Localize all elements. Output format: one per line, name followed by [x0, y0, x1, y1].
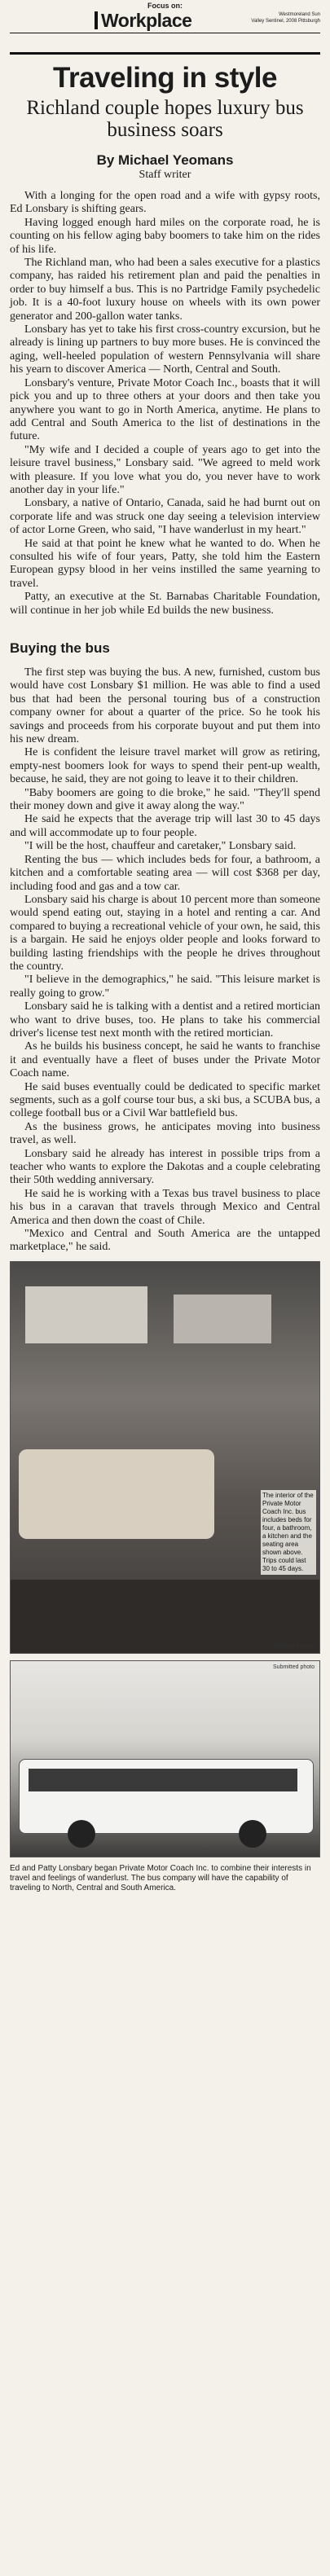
publication-info	[247, 11, 320, 24]
article-paragraph: Lonsbary, a native of Ontario, Canada, said he had burnt out on corporate life and was struck one day seeing a television interview of actor Lorne Green, who said, "I have wanderlust in my heart."	[10, 497, 320, 537]
pub-info-line: Westmoreland Sun	[279, 12, 320, 17]
floor-shape	[11, 1580, 319, 1653]
article-paragraph: Having logged enough hard miles on the corporate road, he is counting on his fellow aging baby boomers to take him on the rides of his life.	[10, 216, 320, 256]
bus-wheel-shape	[68, 1820, 95, 1848]
headline: Traveling in style	[53, 62, 277, 94]
article-paragraph: Lonsbary said his charge is about 10 percent more than someone would spend eating out, staying in a hotel and renting a car. And compared to buying a recreational vehicle of your own, he said, this is a bargain. He said he enjoys older people and looks forward to building lasting friendships with the people he drives throughout the country.	[10, 893, 320, 973]
article-paragraph: As he builds his business concept, he said he wants to franchise it and eventually have a fleet of buses under the Private Motor Coach name.	[10, 1040, 320, 1080]
subhead: Buying the bus	[10, 640, 110, 656]
article-paragraph: "Baby boomers are going to die broke," he said. "They'll spend their money down and give it away along the way."	[10, 786, 320, 813]
article-paragraph: Lonsbary said he is talking with a dentist and a retired mortician who want to drive buses, too. He plans to take his commercial driver's license test next month with the retired mortician.	[10, 1000, 320, 1040]
photo-credit: Submitted photo	[273, 1664, 315, 1670]
photo-credit: Submitted photo	[273, 1643, 315, 1650]
article-paragraph: Lonsbary has yet to take his first cross-country excursion, but he already is lining up partners to buy more buses. He is convinced the aging, well-heeled population of western Pennsylvania will share his yearn to discover America — North, Central and South.	[10, 323, 320, 376]
article-paragraph: He said at that point he knew what he wanted to do. When he consulted his wife of four years, Patty, she told him the Eastern European gypsy blood in her veins instilled the same yearning to travel.	[10, 537, 320, 590]
article-paragraph: Lonsbary's venture, Private Motor Coach Inc., boasts that it will pick you and up to three others at your doors and then take you anywhere you want to go in North America, anytime. He plans to add Central and South America to the list of destinations in the future.	[10, 376, 320, 443]
article-paragraph: Lonsbary said he already has interest in possible trips from a teacher who wants to explore the Dakotas and a couple celebrating their 50th wedding anniversary.	[10, 1147, 320, 1187]
section-name: Workplace	[101, 10, 192, 31]
article-paragraph: The Richland man, who had been a sales executive for a plastics company, has raided his retirement plan and paid the penalties in order to buy himself a bus. This is no Partridge Family psychedelic job. It is a 40-foot luxury house on wheels with its own power generator and 200-gallon water tanks.	[10, 257, 320, 323]
bus-exterior-photo	[10, 1660, 320, 1857]
masthead	[10, 0, 320, 55]
article-paragraph: "I believe in the demographics," he said. "This leisure market is really going to grow."	[10, 974, 320, 1000]
byline-name: By Michael Yeomans	[96, 152, 234, 168]
article-paragraph: He said buses eventually could be dedicated to specific market segments, such as a golf course tour bus, a ski bus, a SCUBA bus, a college football bus or a Civil War battlefield bus.	[10, 1080, 320, 1120]
window-shape	[174, 1295, 271, 1343]
article-paragraph: With a longing for the open road and a wife with gypsy roots, Ed Lonsbary is shifting gears.	[10, 190, 320, 216]
article-paragraph: He said he is working with a Texas bus travel business to place his bus in a caravan that travels through Mexico and Central America and then down the coast of Chile.	[10, 1187, 320, 1227]
article-paragraph: "Mexico and Central and South America are the untapped marketplace," he said.	[10, 1228, 320, 1254]
couch-shape	[19, 1449, 214, 1539]
focus-label: Focus on:	[147, 2, 183, 10]
article-body-part1	[10, 190, 320, 618]
article-paragraph: Patty, an executive at the St. Barnabas Charitable Foundation, will continue in her job while Ed builds the new business.	[10, 591, 320, 617]
article-paragraph: "My wife and I decided a couple of years ago to get into the leisure travel business," Lonsbary said. "We agreed to meld work with pleasure. If you love what you do, you never have to work another day in your life."	[10, 443, 320, 496]
article-paragraph: As the business grows, he anticipates moving into business travel, as well.	[10, 1120, 320, 1147]
section-bar	[95, 11, 98, 29]
bus-interior-photo	[10, 1261, 320, 1654]
article-paragraph: He is confident the leisure travel market will grow as retiring, empty-nest boomers look for ways to spend their pent-up wealth, because, he said, they are not going to leave it to their children.	[10, 746, 320, 786]
window-shape	[25, 1286, 147, 1343]
byline-title: Staff writer	[139, 169, 191, 181]
article-paragraph: "I will be the host, chauffeur and caretaker," Lonsbary said.	[24, 840, 297, 853]
article-paragraph: The first step was buying the bus. A new, furnished, custom bus would have cost Lonsbary $1 million. He was able to find a used bus that had been the personal touring bus of a construction company owner for about a quarter of the price. So he took his savings and proceeds from his corporate buyout and put them into his new dream.	[10, 666, 320, 746]
deck: Richland couple hopes luxury bus business soars	[26, 97, 304, 141]
bus-windows-shape	[29, 1769, 297, 1791]
bus-wheel-shape	[239, 1820, 266, 1848]
article-paragraph: Renting the bus — which includes beds for four, a bathroom, a kitchen and a comfortable seating area — will cost $368 per day, including food and gas and a tow car.	[10, 853, 320, 893]
photo-side-caption: The interior of the Private Motor Coach Inc. bus includes beds for four, a bathroom, a kitchen and the seating area shown above. Trips could last 30 to 45 days.	[261, 1490, 316, 1575]
photo-caption: Ed and Patty Lonsbary began Private Motor Coach Inc. to combine their interests in travel and feelings of wanderlust. The bus company will have the capability of traveling to North, Central and South America.	[10, 1863, 311, 1892]
article-body-part2	[10, 666, 320, 1255]
pub-info-line: Valley Sentinel, 2008 Pittsburgh	[251, 19, 320, 24]
article-paragraph: He said he expects that the average trip will last 30 to 45 days and will accommodate up to four people.	[10, 813, 320, 839]
